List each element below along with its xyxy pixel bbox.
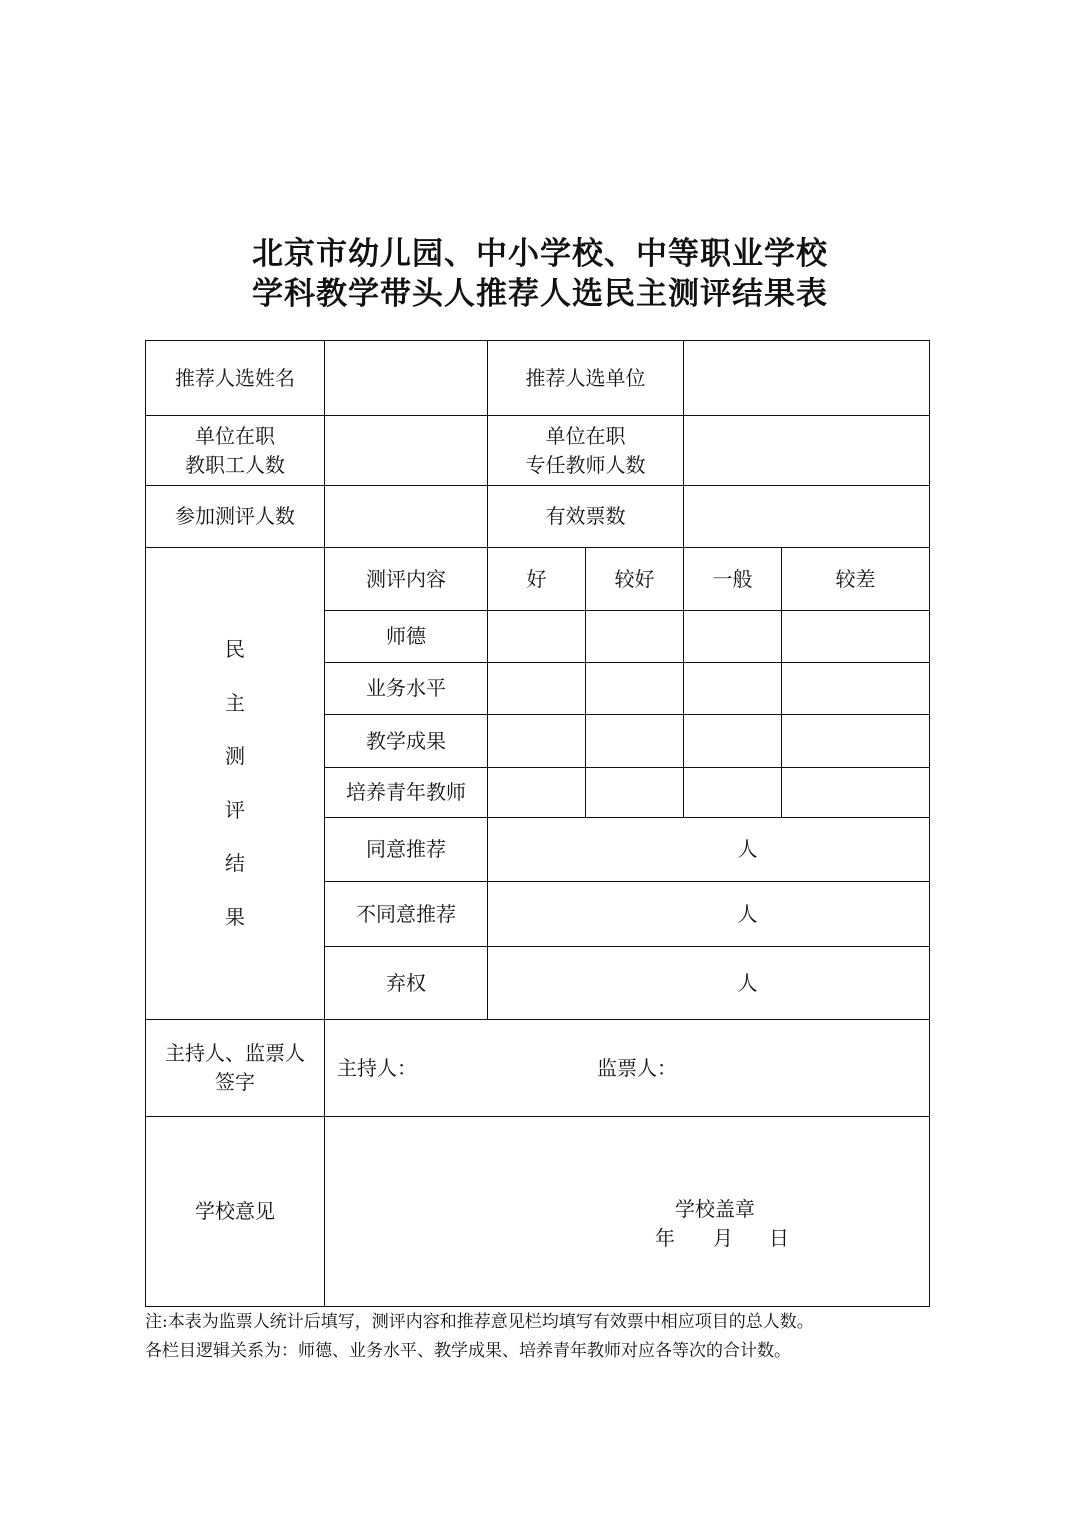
date-line — [655, 1224, 789, 1253]
year-label: 年 — [655, 1226, 675, 1250]
signature-field[interactable] — [325, 1020, 930, 1117]
candidate-unit-field[interactable] — [684, 341, 930, 416]
teacher-count-field[interactable] — [684, 416, 930, 486]
participant-count-row — [146, 486, 930, 548]
score-cell[interactable] — [684, 611, 782, 663]
note-line-1: 注:本表为监票人统计后填写，测评内容和推荐意见栏均填写有效票中相应项目的总人数。 — [145, 1312, 814, 1332]
monitor-label: 监票人： — [597, 1055, 677, 1080]
staff-count-row — [146, 416, 930, 486]
score-cell[interactable] — [586, 768, 684, 818]
grade-header-fairly-good: 较好 — [586, 548, 684, 611]
agree-recommend-label: 同意推荐 — [325, 818, 488, 882]
signature-label: 主持人、监票人 签字 — [146, 1020, 325, 1117]
disagree-recommend-field[interactable] — [488, 882, 930, 947]
month-label: 月 — [713, 1226, 733, 1250]
score-cell[interactable] — [488, 715, 586, 768]
evaluation-header-row — [146, 548, 930, 611]
school-opinion-label: 学校意见 — [146, 1117, 325, 1307]
person-unit: 人 — [737, 970, 758, 995]
score-cell[interactable] — [782, 663, 930, 715]
disagree-recommend-label: 不同意推荐 — [325, 882, 488, 947]
participant-count-field[interactable] — [325, 486, 488, 548]
person-unit: 人 — [737, 901, 758, 926]
item-label: 培养青年教师 — [325, 768, 488, 818]
score-cell[interactable] — [586, 611, 684, 663]
note-line-2: 各栏目逻辑关系为：师德、业务水平、教学成果、培养青年教师对应各等次的合计数。 — [145, 1341, 791, 1361]
score-cell[interactable] — [488, 611, 586, 663]
evaluation-section-label: 民 主 测 评 结 果 — [146, 548, 325, 1020]
score-cell[interactable] — [488, 663, 586, 715]
score-cell[interactable] — [684, 768, 782, 818]
signature-row — [146, 1020, 930, 1117]
item-label: 师德 — [325, 611, 488, 663]
grade-header-good: 好 — [488, 548, 586, 611]
school-opinion-field[interactable] — [325, 1117, 930, 1307]
score-cell[interactable] — [586, 715, 684, 768]
staff-count-field[interactable] — [325, 416, 488, 486]
staff-count-label: 单位在职 教职工人数 — [146, 416, 325, 486]
score-cell[interactable] — [782, 715, 930, 768]
score-cell[interactable] — [782, 768, 930, 818]
evaluation-form-table — [145, 340, 930, 1307]
score-cell[interactable] — [684, 663, 782, 715]
form-title-line1: 北京市幼儿园、中小学校、中等职业学校 — [252, 236, 828, 272]
candidate-name-label: 推荐人选姓名 — [146, 341, 325, 416]
item-label: 业务水平 — [325, 663, 488, 715]
person-unit: 人 — [737, 837, 758, 861]
score-cell[interactable] — [782, 611, 930, 663]
school-seal-label: 学校盖章 — [675, 1197, 755, 1221]
abstain-field[interactable] — [488, 947, 930, 1020]
teacher-count-label: 单位在职 专任教师人数 — [488, 416, 684, 486]
form-title-line2: 学科教学带头人推荐人选民主测评结果表 — [252, 276, 828, 312]
candidate-name-row — [146, 341, 930, 416]
score-cell[interactable] — [586, 663, 684, 715]
score-cell[interactable] — [684, 715, 782, 768]
valid-votes-field[interactable] — [684, 486, 930, 548]
grade-header-average: 一般 — [684, 548, 782, 611]
school-opinion-row — [146, 1117, 930, 1307]
participant-count-label: 参加测评人数 — [146, 486, 325, 548]
host-label: 主持人： — [337, 1055, 417, 1080]
candidate-unit-label: 推荐人选单位 — [488, 341, 684, 416]
agree-recommend-field[interactable] — [488, 818, 930, 882]
candidate-name-field[interactable] — [325, 341, 488, 416]
day-label: 日 — [769, 1226, 789, 1250]
grade-header-poor: 较差 — [782, 548, 930, 611]
item-label: 教学成果 — [325, 715, 488, 768]
valid-votes-label: 有效票数 — [488, 486, 684, 548]
score-cell[interactable] — [488, 768, 586, 818]
content-header: 测评内容 — [325, 548, 488, 611]
abstain-label: 弃权 — [325, 947, 488, 1020]
